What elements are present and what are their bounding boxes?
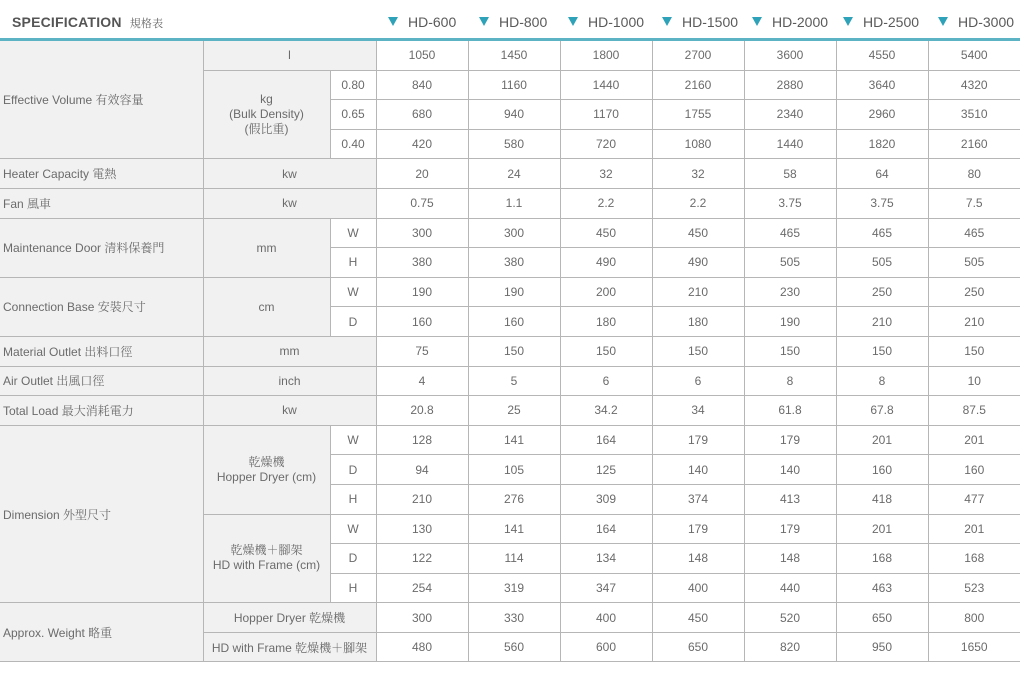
value-cell: 3640	[836, 70, 928, 100]
table-row	[0, 188, 1020, 218]
unit-cell: l	[203, 41, 376, 70]
value-cell: 300	[376, 218, 468, 248]
value-cell: 8	[836, 366, 928, 396]
value-cell: 330	[468, 603, 560, 633]
value-cell: 114	[468, 544, 560, 574]
value-cell: 3.75	[744, 188, 836, 218]
value-cell: 300	[468, 218, 560, 248]
triangle-down-icon	[843, 17, 853, 26]
value-cell: 201	[836, 514, 928, 544]
hd-with-frame-unit-cell: 乾燥機＋腳架 HD with Frame (cm)	[203, 514, 330, 603]
weight-sub-label: HD with Frame 乾燥機＋腳架	[203, 632, 376, 662]
value-cell: 200	[560, 277, 652, 307]
model-header-hd-1500: HD-1500	[662, 14, 738, 30]
value-cell: 374	[652, 484, 744, 514]
value-cell: 164	[560, 514, 652, 544]
density-value: 0.65	[330, 100, 376, 130]
value-cell: 1050	[376, 41, 468, 70]
value-cell: 800	[928, 603, 1020, 633]
value-cell: 580	[468, 129, 560, 159]
value-cell: 8	[744, 366, 836, 396]
sub-label: H	[330, 484, 376, 514]
value-cell: 505	[836, 248, 928, 278]
row-label-total-load: Total Load 最大消耗電力	[0, 396, 203, 426]
value-cell: 150	[652, 336, 744, 366]
density-value: 0.40	[330, 129, 376, 159]
table-row	[0, 603, 1020, 633]
unit-cell: cm	[203, 277, 330, 336]
value-cell: 150	[468, 336, 560, 366]
value-cell: 179	[744, 425, 836, 455]
sub-label: D	[330, 307, 376, 337]
sub-label: W	[330, 425, 376, 455]
value-cell: 420	[376, 129, 468, 159]
value-cell: 413	[744, 484, 836, 514]
value-cell: 20.8	[376, 396, 468, 426]
value-cell: 477	[928, 484, 1020, 514]
table-row	[0, 159, 1020, 189]
spec-table	[0, 41, 1020, 662]
value-cell: 505	[744, 248, 836, 278]
triangle-down-icon	[938, 17, 948, 26]
value-cell: 201	[928, 425, 1020, 455]
value-cell: 140	[652, 455, 744, 485]
value-cell: 122	[376, 544, 468, 574]
value-cell: 190	[468, 277, 560, 307]
value-cell: 950	[836, 632, 928, 662]
table-row	[0, 218, 1020, 248]
unit-cell: mm	[203, 336, 376, 366]
value-cell: 1160	[468, 70, 560, 100]
value-cell: 465	[928, 218, 1020, 248]
value-cell: 87.5	[928, 396, 1020, 426]
value-cell: 134	[560, 544, 652, 574]
value-cell: 490	[560, 248, 652, 278]
value-cell: 20	[376, 159, 468, 189]
unit-cell: kw	[203, 188, 376, 218]
value-cell: 309	[560, 484, 652, 514]
table-row	[0, 41, 1020, 70]
value-cell: 25	[468, 396, 560, 426]
value-cell: 58	[744, 159, 836, 189]
value-cell: 250	[928, 277, 1020, 307]
value-cell: 210	[928, 307, 1020, 337]
model-header-hd-2500: HD-2500	[843, 14, 919, 30]
value-cell: 160	[836, 455, 928, 485]
value-cell: 5400	[928, 41, 1020, 70]
sub-label: D	[330, 455, 376, 485]
value-cell: 180	[652, 307, 744, 337]
value-cell: 1650	[928, 632, 1020, 662]
value-cell: 2.2	[652, 188, 744, 218]
model-header-hd-3000: HD-3000	[938, 14, 1014, 30]
value-cell: 201	[836, 425, 928, 455]
hopper-dryer-unit-cell: 乾燥機 Hopper Dryer (cm)	[203, 425, 330, 514]
value-cell: 5	[468, 366, 560, 396]
value-cell: 254	[376, 573, 468, 603]
value-cell: 3510	[928, 100, 1020, 130]
value-cell: 520	[744, 603, 836, 633]
value-cell: 75	[376, 336, 468, 366]
value-cell: 2880	[744, 70, 836, 100]
value-cell: 463	[836, 573, 928, 603]
value-cell: 0.75	[376, 188, 468, 218]
value-cell: 490	[652, 248, 744, 278]
value-cell: 940	[468, 100, 560, 130]
row-label-effective-volume: Effective Volume 有效容量	[0, 41, 203, 159]
value-cell: 141	[468, 425, 560, 455]
value-cell: 276	[468, 484, 560, 514]
value-cell: 600	[560, 632, 652, 662]
value-cell: 34.2	[560, 396, 652, 426]
value-cell: 418	[836, 484, 928, 514]
unit-cell: mm	[203, 218, 330, 277]
value-cell: 164	[560, 425, 652, 455]
bulk-density-unit-cell: kg (Bulk Density) (假比重)	[203, 70, 330, 159]
row-label-approx-weight: Approx. Weight 略重	[0, 603, 203, 662]
triangle-down-icon	[662, 17, 672, 26]
value-cell: 32	[560, 159, 652, 189]
value-cell: 1820	[836, 129, 928, 159]
value-cell: 190	[744, 307, 836, 337]
value-cell: 210	[652, 277, 744, 307]
sub-label: H	[330, 573, 376, 603]
value-cell: 61.8	[744, 396, 836, 426]
row-label-material-outlet: Material Outlet 出料口徑	[0, 336, 203, 366]
value-cell: 650	[652, 632, 744, 662]
value-cell: 150	[560, 336, 652, 366]
row-label-dimension: Dimension 外型尺寸	[0, 425, 203, 603]
row-label-connection-base: Connection Base 安裝尺寸	[0, 277, 203, 336]
value-cell: 450	[652, 218, 744, 248]
value-cell: 179	[652, 514, 744, 544]
value-cell: 1.1	[468, 188, 560, 218]
value-cell: 141	[468, 514, 560, 544]
value-cell: 2700	[652, 41, 744, 70]
row-label-air-outlet: Air Outlet 出風口徑	[0, 366, 203, 396]
value-cell: 1170	[560, 100, 652, 130]
value-cell: 1800	[560, 41, 652, 70]
value-cell: 160	[928, 455, 1020, 485]
value-cell: 148	[652, 544, 744, 574]
value-cell: 380	[468, 248, 560, 278]
sub-label: D	[330, 544, 376, 574]
value-cell: 168	[928, 544, 1020, 574]
value-cell: 1440	[560, 70, 652, 100]
value-cell: 6	[652, 366, 744, 396]
value-cell: 190	[376, 277, 468, 307]
value-cell: 3.75	[836, 188, 928, 218]
value-cell: 180	[560, 307, 652, 337]
table-row	[0, 336, 1020, 366]
value-cell: 94	[376, 455, 468, 485]
value-cell: 128	[376, 425, 468, 455]
value-cell: 2.2	[560, 188, 652, 218]
value-cell: 160	[468, 307, 560, 337]
value-cell: 1080	[652, 129, 744, 159]
unit-cell: kw	[203, 396, 376, 426]
value-cell: 450	[652, 603, 744, 633]
sub-label: H	[330, 248, 376, 278]
table-row	[0, 277, 1020, 307]
value-cell: 210	[376, 484, 468, 514]
weight-sub-label: Hopper Dryer 乾燥機	[203, 603, 376, 633]
value-cell: 125	[560, 455, 652, 485]
value-cell: 480	[376, 632, 468, 662]
model-header-hd-600: HD-600	[388, 14, 456, 30]
value-cell: 2960	[836, 100, 928, 130]
value-cell: 300	[376, 603, 468, 633]
value-cell: 560	[468, 632, 560, 662]
value-cell: 820	[744, 632, 836, 662]
triangle-down-icon	[568, 17, 578, 26]
value-cell: 319	[468, 573, 560, 603]
sub-label: W	[330, 218, 376, 248]
unit-cell: inch	[203, 366, 376, 396]
value-cell: 380	[376, 248, 468, 278]
value-cell: 347	[560, 573, 652, 603]
value-cell: 400	[652, 573, 744, 603]
value-cell: 2340	[744, 100, 836, 130]
value-cell: 440	[744, 573, 836, 603]
value-cell: 1755	[652, 100, 744, 130]
value-cell: 720	[560, 129, 652, 159]
density-value: 0.80	[330, 70, 376, 100]
value-cell: 148	[744, 544, 836, 574]
model-header-hd-1000: HD-1000	[568, 14, 644, 30]
value-cell: 4320	[928, 70, 1020, 100]
value-cell: 201	[928, 514, 1020, 544]
page-title-zh: 規格表	[129, 18, 164, 30]
value-cell: 34	[652, 396, 744, 426]
value-cell: 1450	[468, 41, 560, 70]
value-cell: 168	[836, 544, 928, 574]
value-cell: 1440	[744, 129, 836, 159]
row-label-fan: Fan 風車	[0, 188, 203, 218]
value-cell: 2160	[928, 129, 1020, 159]
value-cell: 450	[560, 218, 652, 248]
value-cell: 179	[652, 425, 744, 455]
value-cell: 3600	[744, 41, 836, 70]
table-row	[0, 366, 1020, 396]
table-row	[0, 425, 1020, 455]
value-cell: 67.8	[836, 396, 928, 426]
spec-header	[0, 0, 1020, 41]
value-cell: 840	[376, 70, 468, 100]
value-cell: 64	[836, 159, 928, 189]
value-cell: 32	[652, 159, 744, 189]
value-cell: 650	[836, 603, 928, 633]
value-cell: 150	[744, 336, 836, 366]
unit-cell: kw	[203, 159, 376, 189]
value-cell: 4550	[836, 41, 928, 70]
value-cell: 465	[836, 218, 928, 248]
value-cell: 24	[468, 159, 560, 189]
value-cell: 210	[836, 307, 928, 337]
page-title: SPECIFICATION 規格表	[12, 14, 164, 30]
value-cell: 80	[928, 159, 1020, 189]
value-cell: 7.5	[928, 188, 1020, 218]
model-header-hd-2000: HD-2000	[752, 14, 828, 30]
value-cell: 140	[744, 455, 836, 485]
model-header-hd-800: HD-800	[479, 14, 547, 30]
value-cell: 465	[744, 218, 836, 248]
value-cell: 179	[744, 514, 836, 544]
value-cell: 4	[376, 366, 468, 396]
value-cell: 505	[928, 248, 1020, 278]
triangle-down-icon	[752, 17, 762, 26]
value-cell: 105	[468, 455, 560, 485]
value-cell: 523	[928, 573, 1020, 603]
sub-label: W	[330, 277, 376, 307]
triangle-down-icon	[479, 17, 489, 26]
value-cell: 150	[928, 336, 1020, 366]
row-label-heater-capacity: Heater Capacity 電熱	[0, 159, 203, 189]
value-cell: 10	[928, 366, 1020, 396]
value-cell: 250	[836, 277, 928, 307]
row-label-maintenance-door: Maintenance Door 清料保養門	[0, 218, 203, 277]
value-cell: 2160	[652, 70, 744, 100]
value-cell: 150	[836, 336, 928, 366]
triangle-down-icon	[388, 17, 398, 26]
table-row	[0, 396, 1020, 426]
value-cell: 400	[560, 603, 652, 633]
sub-label: W	[330, 514, 376, 544]
value-cell: 160	[376, 307, 468, 337]
value-cell: 130	[376, 514, 468, 544]
value-cell: 6	[560, 366, 652, 396]
value-cell: 680	[376, 100, 468, 130]
value-cell: 230	[744, 277, 836, 307]
